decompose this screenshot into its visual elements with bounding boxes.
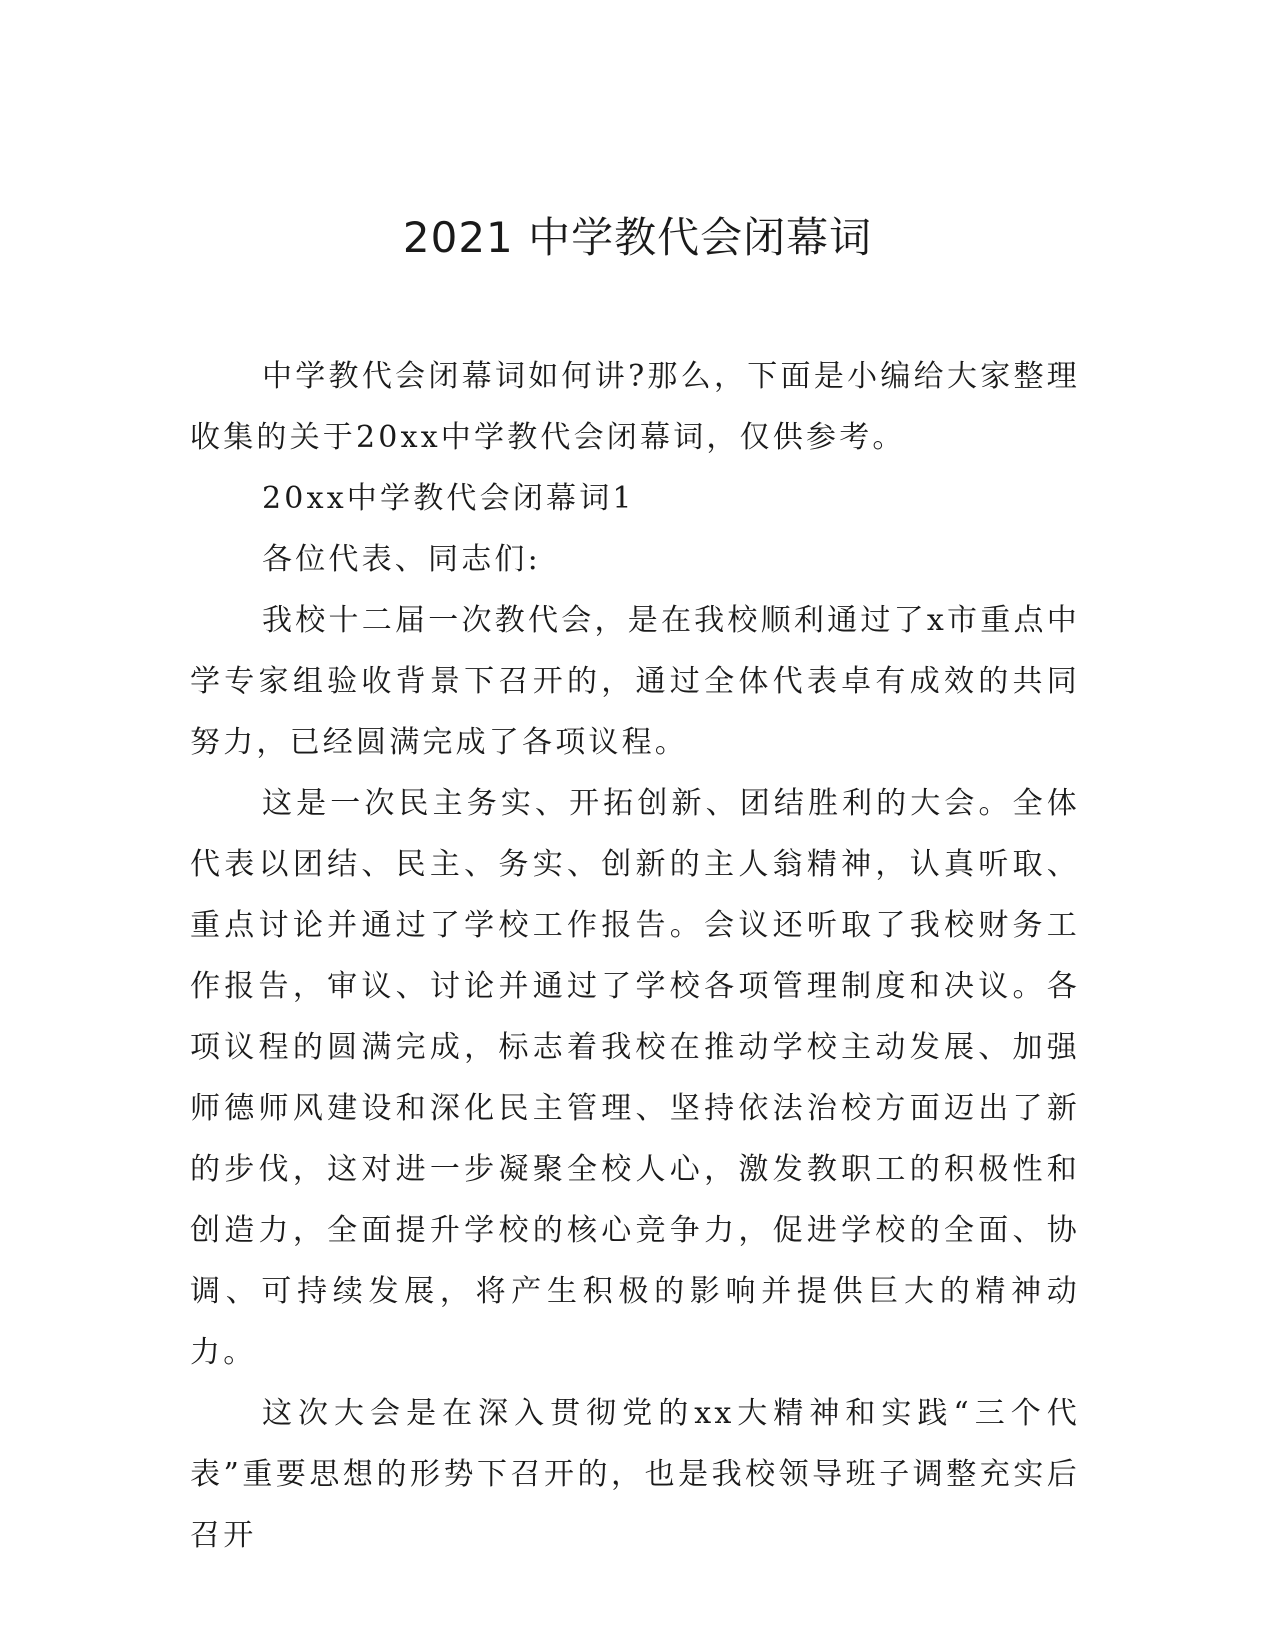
paragraph-salutation: 各位代表、同志们: bbox=[262, 542, 541, 577]
paragraph-intro: 中学教代会闭幕词如何讲?那么，下面是小编给大家整理收集的关于20xx中学教代会闭幕词，仅供参考。 bbox=[190, 359, 1080, 455]
paragraph-section-heading: 20xx中学教代会闭幕词1 bbox=[262, 481, 635, 516]
paragraph-summary: 这是一次民主务实、开拓创新、团结胜利的大会。全体代表以团结、民主、务实、创新的主人翁精神，认真听取、重点讨论并通过了学校工作报告。会议还听取了我校财务工作报告，审议、讨论并通过了学校各项管理制度和决议。各项议程的圆满完成，标志着我校在推动学校主动发展、加强师德师风建设和深化民主管理、坚持依法治校方面迈出了新的步伐，这对进一步凝聚全校人心，激发教职工的积极性和创造力，全面提升学校的核心竞争力，促进学校的全面、协调、可持续发展，将产生积极的影响并提供巨大的精神动力。 bbox=[190, 786, 1080, 1370]
paragraph-opening: 我校十二届一次教代会，是在我校顺利通过了x市重点中学专家组验收背景下召开的，通过全体代表卓有成效的共同努力，已经圆满完成了各项议程。 bbox=[190, 603, 1080, 760]
paragraph-context: 这次大会是在深入贯彻党的xx大精神和实践“三个代表”重要思想的形势下召开的，也是我校领导班子调整充实后召开 bbox=[190, 1396, 1080, 1553]
document-body bbox=[190, 346, 1080, 1566]
document-title: 2021 中学教代会闭幕词 bbox=[402, 213, 873, 262]
